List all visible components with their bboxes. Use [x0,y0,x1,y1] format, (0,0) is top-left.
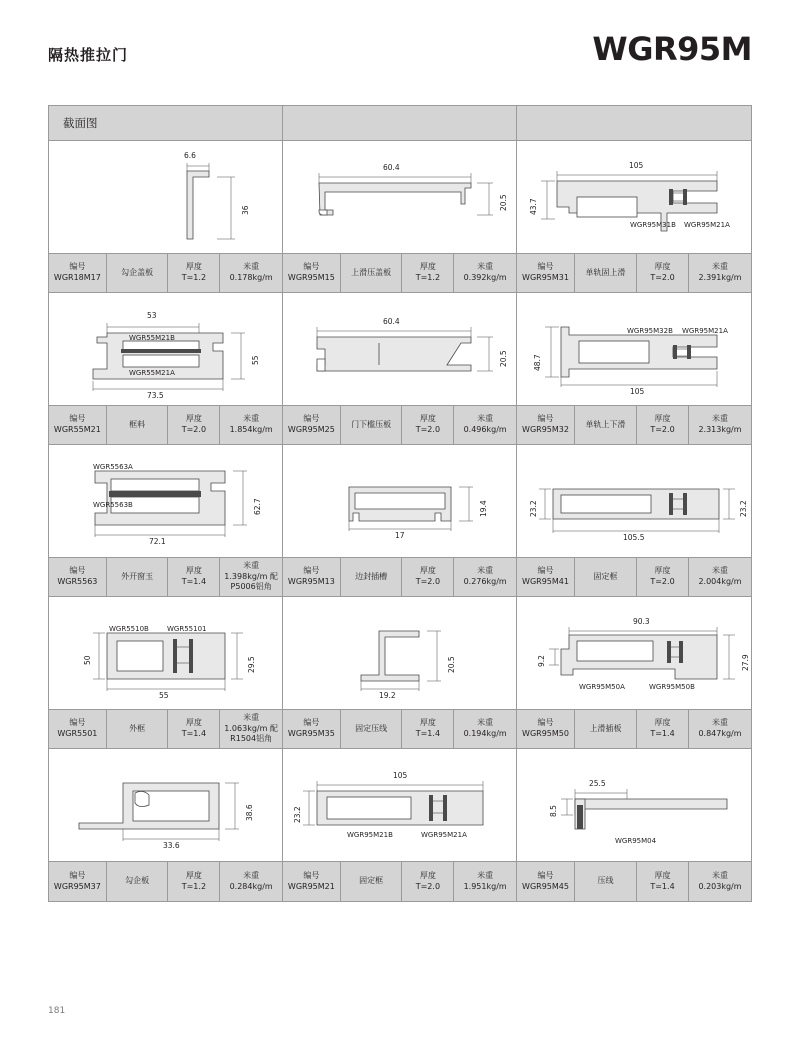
part-tag: WGR95M21A [684,221,730,229]
spec-header-code: 编号 [537,718,554,728]
dim-label: 38.6 [245,804,254,821]
spec-value-name: 固定压线 [355,723,388,733]
spec-value-weight: 0.392kg/m [463,273,507,282]
table-band-header [49,106,751,141]
dim-label: 43.7 [529,198,538,215]
dim-label: 20.5 [499,350,508,367]
part-tag: WGR55M21B [129,334,175,342]
spec-header-weight: 米重 [712,566,728,576]
table-row [49,749,751,901]
spec-value-weight: 1.951kg/m [463,881,507,891]
table-row [49,597,751,749]
spec-header-thickness: 厚度 [654,870,671,880]
spec-header-code: 编号 [303,566,320,576]
spec-header-code: 编号 [69,870,86,880]
spec-header-weight: 米重 [712,718,728,728]
profile-cell [283,445,517,597]
spec-value-weight: 2.313kg/m [698,425,742,434]
spec-value-thickness: T=1.2 [181,881,207,891]
dim-label: 27.9 [741,654,750,671]
profile-cell [283,749,517,901]
profile-spec [283,861,516,901]
dim-label: 105 [393,771,408,780]
dim-label: 25.5 [589,779,606,788]
spec-value-code: WGR18M17 [53,273,101,282]
spec-value-code: WGR95M35 [287,729,335,738]
spec-header-thickness: 厚度 [185,262,202,272]
profile-spec [49,253,282,293]
spec-value-name: 固定框 [359,876,384,886]
part-tag: WGR5563A [93,463,133,471]
dim-label: 60.4 [383,317,400,326]
spec-header-weight: 米重 [477,870,494,880]
spec-header-weight: 米重 [243,712,260,722]
part-tag: WGR95M50A [579,683,625,691]
page-title: 隔热推拉门 [48,46,129,64]
spec-value-thickness: T=2.0 [415,881,441,891]
spec-header-weight: 米重 [243,414,260,424]
dim-label: 19.4 [479,500,488,517]
profile-drawing [283,445,516,557]
profile-drawing [283,293,516,405]
dim-label: 90.3 [633,617,650,626]
table-row [49,141,751,293]
profile-drawing [283,597,516,709]
spec-value-code: WGR95M45 [522,881,569,891]
profile-cell [517,749,751,901]
band-label-2 [283,106,517,140]
profile-drawing [517,597,751,709]
spec-header-thickness: 厚度 [185,566,202,576]
profile-spec [517,405,751,445]
profile-drawing [517,141,751,253]
spec-header-thickness: 厚度 [185,870,202,880]
dim-label: 17 [395,531,405,540]
spec-header-code: 编号 [303,414,320,424]
spec-header-code: 编号 [303,262,320,272]
spec-value-name: 勾企板 [125,876,150,886]
page-header [0,30,800,90]
profile-cell [283,597,517,749]
profile-spec [49,709,282,749]
spec-value-name: 外框 [129,723,146,733]
profile-cell [517,293,751,445]
spec-value-name: 勾企盖板 [121,267,154,277]
profile-cell [49,445,283,597]
dim-label: 50 [83,655,92,665]
spec-value-code: WGR95M41 [522,577,569,586]
spec-value-code: WGR95M50 [522,729,569,738]
dim-label: 55 [159,691,169,700]
dim-label: 55 [251,355,260,365]
spec-header-thickness: 厚度 [654,262,671,272]
profile-cell [283,141,517,293]
profile-drawing [283,141,516,253]
spec-value-code: WGR95M15 [287,273,335,282]
dim-label: 62.7 [253,498,262,515]
part-tag: WGR95M21A [682,327,728,335]
profile-cell [283,293,517,445]
spec-value-weight: 0.847kg/m [698,729,742,738]
part-tag: WGR5563B [93,501,133,509]
dim-label: 73.5 [147,391,164,400]
dim-label: 29.5 [247,656,256,673]
spec-value-name: 单轨固上滑 [585,267,626,277]
spec-value-weight: 0.284kg/m [229,881,273,891]
spec-value-thickness: T=1.2 [415,273,441,282]
spec-header-code: 编号 [69,718,86,728]
profile-spec [517,557,751,597]
spec-header-weight: 米重 [712,870,728,880]
spec-value-code: WGR95M37 [53,881,101,891]
profile-spec [517,709,751,749]
part-tag: WGR95M50B [649,683,695,691]
dim-label: 72.1 [149,537,166,546]
spec-value-thickness: T=1.4 [650,729,675,738]
profile-drawing [49,749,282,861]
profile-cell [517,597,751,749]
spec-value-thickness: T=2.0 [650,273,675,282]
spec-value-weight: 0.178kg/m [229,273,273,282]
spec-value-thickness: T=1.4 [415,729,441,738]
spec-value-weight: 0.496kg/m [463,425,507,434]
profile-spec [517,861,751,901]
profile-cell [49,293,283,445]
spec-value-weight: 0.276kg/m [463,577,507,586]
dim-label: 53 [147,311,157,320]
dim-label: 19.2 [379,691,396,700]
part-tag: WGR95M31B [630,221,676,229]
spec-header-weight: 米重 [712,414,728,424]
spec-header-weight: 米重 [243,262,260,272]
table-row [49,293,751,445]
dim-label: 60.4 [383,163,400,172]
dim-label: 20.5 [499,194,508,211]
spec-header-weight: 米重 [477,414,494,424]
spec-header-code: 编号 [69,414,86,424]
profile-cell [49,597,283,749]
spec-header-weight: 米重 [477,718,494,728]
spec-value-code: WGR95M25 [287,425,335,434]
spec-header-weight: 米重 [712,262,728,272]
spec-value-name: 边封插槽 [355,571,388,581]
profile-drawing [49,293,282,405]
spec-value-name: 压线 [597,876,614,886]
profile-drawing [283,749,516,861]
spec-value-weight: 2.004kg/m [698,577,742,586]
spec-value-thickness: T=1.4 [650,881,675,891]
dim-label: 105 [629,161,644,170]
part-tag: WGR95M21B [347,831,393,839]
spec-header-thickness: 厚度 [419,718,436,728]
spec-value-thickness: T=2.0 [181,425,207,434]
part-tag: WGR55101 [167,625,207,633]
dim-label: 36 [241,205,250,215]
spec-header-thickness: 厚度 [654,718,671,728]
spec-value-name: 门下槛压板 [351,419,392,429]
spec-value-name: 固定框 [593,571,618,581]
part-tag: WGR55M21A [129,369,175,377]
band-label-section: 截面图 [49,106,283,140]
profile-drawing [49,141,282,253]
spec-header-code: 编号 [69,262,86,272]
spec-header-thickness: 厚度 [185,718,202,728]
dim-label: 8.5 [549,805,558,817]
spec-header-thickness: 厚度 [419,414,436,424]
table-row [49,445,751,597]
profile-spec [283,709,516,749]
spec-header-weight: 米重 [243,870,260,880]
spec-value-weight: 1.398kg/m 配P5006铝角 [224,571,278,592]
series-code: WGR95M [592,30,752,68]
profile-drawing [517,445,751,557]
spec-value-thickness: T=1.2 [181,273,207,282]
spec-value-weight: 1.854kg/m [229,425,273,434]
profile-spec [49,861,282,901]
spec-value-code: WGR5563 [57,577,98,586]
spec-value-code: WGR5501 [57,729,98,738]
spec-value-thickness: T=2.0 [415,425,441,434]
spec-header-code: 编号 [537,566,554,576]
spec-value-code: WGR95M31 [522,273,569,282]
spec-value-name: 单轨上下滑 [585,419,626,429]
spec-header-code: 编号 [303,870,320,880]
spec-header-thickness: 厚度 [654,566,671,576]
spec-value-weight: 0.194kg/m [463,729,507,738]
spec-header-code: 编号 [537,262,554,272]
profile-drawing [517,749,751,861]
part-tag: WGR95M21A [421,831,467,839]
profile-cell [49,749,283,901]
spec-value-name: 外开窗玉 [121,571,154,581]
spec-value-name: 上滑压盖板 [351,267,392,277]
spec-value-thickness: T=1.4 [181,577,207,586]
profile-drawing [517,293,751,405]
spec-value-name: 框料 [129,419,146,429]
part-tag: WGR5510B [109,625,149,633]
profile-spec [49,557,282,597]
profile-drawing [49,597,282,709]
part-tag: WGR95M04 [615,837,657,845]
band-label-3 [517,106,751,140]
spec-value-weight: 2.391kg/m [698,273,742,282]
spec-value-thickness: T=1.4 [181,729,207,738]
spec-header-thickness: 厚度 [419,870,436,880]
page-number: 181 [48,1006,66,1016]
spec-header-thickness: 厚度 [185,414,202,424]
profile-spec [283,253,516,293]
spec-header-thickness: 厚度 [419,566,436,576]
dim-label: 6.6 [184,151,196,160]
spec-value-code: WGR95M21 [287,881,335,891]
spec-value-code: WGR55M21 [53,425,101,434]
profile-spec [283,405,516,445]
profile-table [48,105,752,902]
profile-drawing [49,445,282,557]
spec-value-code: WGR95M13 [287,577,335,586]
spec-header-weight: 米重 [477,566,494,576]
spec-header-code: 编号 [537,414,554,424]
dim-label: 9.2 [537,655,546,667]
spec-header-code: 编号 [537,870,554,880]
profile-cell [517,445,751,597]
spec-header-code: 编号 [69,566,86,576]
spec-value-code: WGR95M32 [522,425,569,434]
spec-value-thickness: T=2.0 [650,577,675,586]
spec-value-weight: 0.203kg/m [698,881,742,891]
spec-header-weight: 米重 [243,560,260,570]
dim-label: 33.6 [163,841,180,850]
profile-spec [283,557,516,597]
spec-value-weight: 1.063kg/m 配R1504铝角 [224,723,278,744]
dim-label: 48.7 [533,354,542,371]
profile-cell [49,141,283,293]
spec-header-code: 编号 [303,718,320,728]
spec-header-thickness: 厚度 [654,414,671,424]
dim-label: 105.5 [623,533,645,542]
part-tag: WGR95M32B [627,327,673,335]
profile-spec [49,405,282,445]
spec-header-thickness: 厚度 [419,262,436,272]
dim-label: 23.2 [293,806,302,823]
spec-header-weight: 米重 [477,262,494,272]
profile-spec [517,253,751,293]
spec-value-name: 上滑插板 [589,723,622,733]
dim-label: 23.2 [529,500,538,517]
profile-cell [517,141,751,293]
spec-value-thickness: T=2.0 [650,425,675,434]
dim-label: 20.5 [447,656,456,673]
spec-value-thickness: T=2.0 [415,577,441,586]
dim-label: 23.2 [739,500,748,517]
dim-label: 105 [630,387,645,396]
